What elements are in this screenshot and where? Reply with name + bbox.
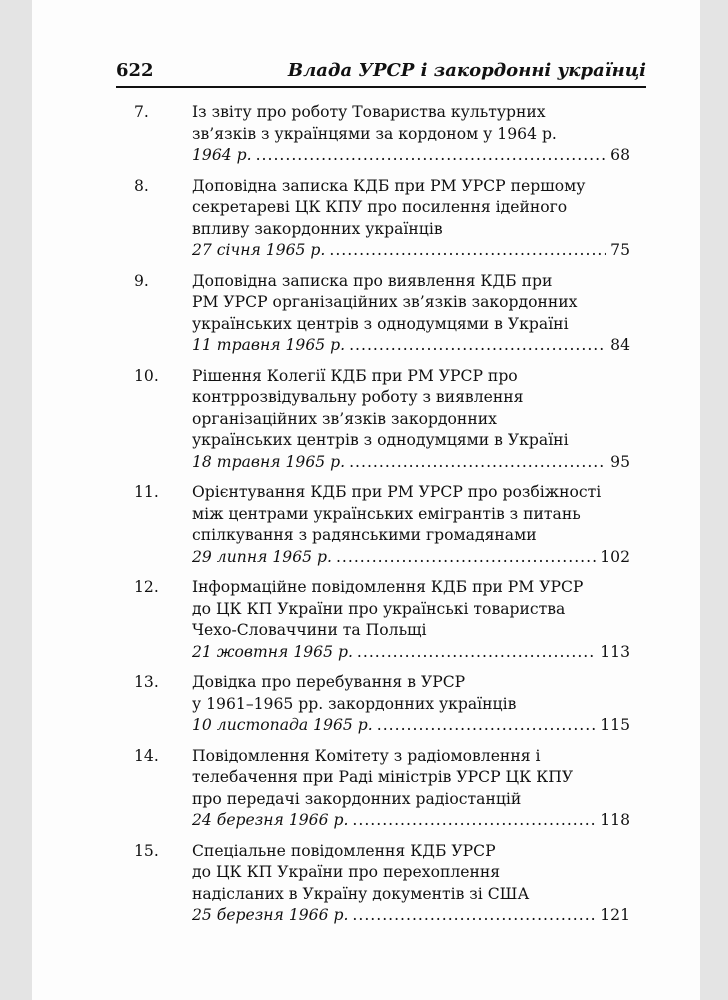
entry-title-line: Довідка про перебування в УРСР: [192, 673, 466, 691]
entry-title-line: зв’язків з українцями за кордоном у 1964 р.: [192, 124, 557, 143]
entry-date-line: [192, 335, 630, 357]
header-rule: [116, 86, 646, 88]
entry-date-line: [192, 547, 630, 569]
entry-number: 10.: [134, 366, 159, 385]
dot-leader: [349, 335, 606, 357]
entry-date: 27 січня 1965 р.: [192, 241, 326, 259]
toc-entry: [116, 102, 630, 167]
entry-date: 10 листопада 1965 р.: [192, 716, 373, 734]
entry-date: 24 березня 1966 р.: [192, 811, 349, 829]
entry-title-line: до ЦК КП України про українські товариства: [192, 599, 566, 618]
entry-date: 29 липня 1965 р.: [192, 547, 332, 566]
entry-date-line: [192, 642, 630, 664]
entry-number: 8.: [134, 176, 149, 195]
toc-entry: [116, 271, 630, 357]
entry-date: 1964 р.: [192, 146, 252, 164]
entry-date-line: [192, 240, 630, 262]
entry-number: 15.: [134, 841, 159, 860]
entry-date-line: [192, 452, 630, 474]
entry-date: 18 травня 1965 р.: [192, 452, 346, 471]
entry-number: 9.: [134, 271, 149, 290]
entry-title-line: Доповідна записка про виявлення КДБ при: [192, 271, 553, 290]
entry-date: 25 березня 1966 р.: [192, 906, 349, 924]
entry-title-line: Із звіту про роботу Товариства культурних: [192, 103, 546, 121]
entry-title-line: РМ УРСР організаційних зв’язків закордонних: [192, 293, 578, 311]
dot-leader: [349, 452, 606, 474]
running-title: Влада УРСР і закордонні українці: [287, 60, 646, 81]
entry-title-line: про передачі закордонних радіостанцій: [192, 789, 522, 808]
entry-page-number: 68: [610, 146, 630, 164]
page-number: 622: [116, 60, 154, 81]
entry-title-line: Повідомлення Комітету з радіомовлення і: [192, 746, 541, 765]
entry-number: 12.: [134, 578, 159, 596]
entry-title-line: контррозвідувальну роботу з виявлення: [192, 388, 524, 406]
entry-title-line: секретареві ЦК КПУ про посилення ідейного: [192, 198, 568, 216]
running-header: [116, 60, 646, 81]
entry-page-number: 118: [600, 811, 630, 829]
entry-page-number: 115: [600, 716, 630, 734]
toc-entry: [116, 746, 630, 832]
entry-title-line: спілкування з радянськими громадянами: [192, 526, 537, 544]
entry-date-line: [192, 810, 630, 832]
entry-title-line: Орієнтування КДБ при РМ УРСР про розбіжності: [192, 483, 602, 501]
entry-number: 14.: [134, 746, 159, 765]
entry-page-number: 75: [610, 241, 630, 259]
entry-page-number: 113: [600, 642, 630, 661]
dot-leader: [357, 642, 596, 664]
entry-title-line: телебачення при Раді міністрів УРСР ЦК КПУ: [192, 768, 574, 786]
entry-title-line: впливу закордонних українців: [192, 219, 443, 238]
entry-date: 11 травня 1965 р.: [192, 336, 346, 354]
entry-title-line: Спеціальне повідомлення КДБ УРСР: [192, 841, 496, 860]
entry-title-line: Рішення Колегії КДБ при РМ УРСР про: [192, 366, 518, 385]
dot-leader: [352, 905, 596, 927]
table-of-contents: [116, 102, 630, 936]
entry-title-line: українських центрів з однодумцями в Україні: [192, 314, 569, 333]
entry-date-line: [192, 715, 630, 737]
toc-entry: [116, 841, 630, 927]
entry-title-line: українських центрів з однодумцями в Україні: [192, 431, 569, 449]
toc-entry: [116, 577, 630, 663]
entry-page-number: 102: [600, 547, 630, 566]
entry-number: 7.: [134, 103, 149, 121]
entry-page-number: 121: [600, 906, 630, 924]
entry-title-line: надісланих в Україну документів зі США: [192, 884, 530, 903]
toc-entry: [116, 176, 630, 262]
entry-page-number: 84: [610, 336, 630, 354]
entry-title-line: між центрами українських емігрантів з питань: [192, 504, 581, 523]
entry-title-line: Чехо-Словаччини та Польщі: [192, 621, 427, 639]
dot-leader: [352, 810, 596, 832]
book-page: [32, 0, 700, 1000]
entry-title-line: Доповідна записка КДБ при РМ УРСР першому: [192, 176, 586, 195]
entry-title-line: організаційних зв’язків закордонних: [192, 409, 497, 428]
dot-leader: [377, 715, 596, 737]
toc-entry: [116, 366, 630, 474]
entry-number: 13.: [134, 673, 159, 691]
entry-date-line: [192, 905, 630, 927]
entry-date: 21 жовтня 1965 р.: [192, 642, 353, 661]
dot-leader: [329, 240, 606, 262]
dot-leader: [336, 547, 596, 569]
toc-entry: [116, 672, 630, 737]
toc-entry: [116, 482, 630, 568]
entry-number: 11.: [134, 483, 159, 501]
dot-leader: [256, 145, 607, 167]
entry-title-line: у 1961–1965 рр. закордонних українців: [192, 694, 517, 713]
entry-page-number: 95: [610, 452, 630, 471]
entry-date-line: [192, 145, 630, 167]
entry-title-line: до ЦК КП України про перехоплення: [192, 863, 501, 881]
entry-title-line: Інформаційне повідомлення КДБ при РМ УРСР: [192, 578, 584, 596]
